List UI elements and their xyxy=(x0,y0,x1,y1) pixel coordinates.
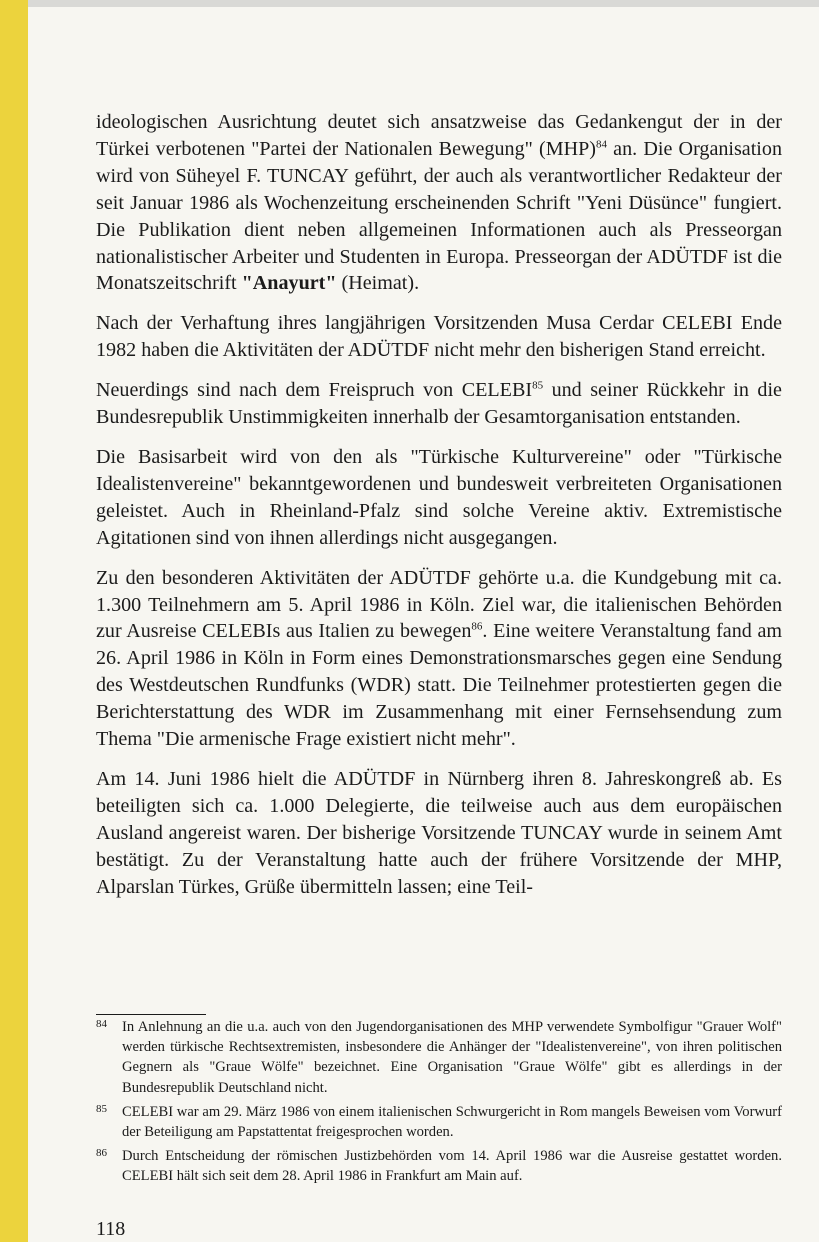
paragraph xyxy=(96,565,782,753)
paragraph xyxy=(96,109,782,297)
footnote-number: 86 xyxy=(96,1147,107,1160)
footnote-number: 84 xyxy=(96,1018,107,1030)
footnote-text: In Anlehnung an die u.a. auch von den Jugendorganisationen des MHP verwendete Symbolfigur "Grauer Wolf" werden türkische Rechtsextremisten, insbesondere die Anhänger der "Idealistenvereine", von ihren politischen Gegnern als "Graue Wölfe" bezeichnet. Eine Organisation "Graue Wölfe" gibt es allerdings in der Bundesrepublik Deutschland nicht. xyxy=(122,1019,782,1096)
paragraph xyxy=(96,766,782,901)
footnote xyxy=(96,1102,782,1142)
paragraph-text: an. Die Organisation wird von Süheyel F. TUNCAY geführt, der auch als verantwortlicher Redakteur der seit Januar 1986 als Wochenzeitung erscheinenden Schrift "Yeni Düsünce" fungiert. Die Publikation dient neben allgemeinen Informationen auch als Presseorgan nationalistischer Arbeiter und Studenten in Europa. Presseorgan der ADÜTDF ist die Monatszeitschrift xyxy=(96,137,782,295)
footnotes xyxy=(96,1017,782,1191)
footnote-separator xyxy=(96,1014,206,1015)
paragraph xyxy=(96,310,782,364)
paragraph-text: ideologischen Ausrichtung deutet sich ansatzweise das Gedankengut der in der Türkei verbotenen "Partei der Nationalen Bewegung" (MHP) xyxy=(96,111,782,160)
footnote-text: CELEBI war am 29. März 1986 von einem italienischen Schwurgericht in Rom mangels Beweisen vom Vorwurf der Beteiligung am Papstattentat freigesprochen worden. xyxy=(122,1103,782,1141)
paragraph-text: Am 14. Juni 1986 hielt die ADÜTDF in Nürnberg ihren 8. Jahreskongreß ab. Es beteiligten sich ca. 1.000 Delegierte, die teilweise auch aus dem europäischen Ausland angereist waren. Der bisherige Vorsitzende TUNCAY wurde in seinem Amt bestätigt. Zu der Veranstaltung hatte auch der frühere Vorsitzende der MHP, Alparslan Türkes, Grüße übermitteln lassen; eine Teil- xyxy=(96,767,782,898)
footnote-reference: 84 xyxy=(595,138,607,151)
paragraph-text: . Eine weitere Veranstaltung fand am 26. April 1986 in Köln in Form eines Demonstrationsmarsches gegen eine Sendung des Westdeutschen Rundfunks (WDR) statt. Die Teilnehmer protestierten gegen die Berichterstattung des WDR im Zusammenhang mit einer Fernsehsendung zum Thema "Die armenische Frage existiert nicht mehr". xyxy=(96,620,782,751)
body-text xyxy=(96,109,782,913)
yellow-margin-bar xyxy=(0,0,28,1242)
page-number: 118 xyxy=(96,1218,126,1240)
footnote-number: 85 xyxy=(96,1102,107,1115)
paragraph-text: (Heimat). xyxy=(336,272,420,295)
paragraph xyxy=(96,377,782,431)
paragraph-text: Zu den besonderen Aktivitäten der ADÜTDF gehörte u.a. die Kundgebung mit ca. 1.300 Teilnehmern am 5. April 1986 in Köln. Ziel war, die italienischen Behörden zur Ausreise CELEBIs aus Italien zu bewegen xyxy=(96,566,782,643)
paragraph-text: Nach der Verhaftung ihres langjährigen Vorsitzenden Musa Cerdar CELEBI Ende 1982 haben die Aktivitäten der ADÜTDF nicht mehr den bisherigen Stand erreicht. xyxy=(96,312,782,362)
footnote-reference: 85 xyxy=(532,379,544,392)
paragraph-text: Die Basisarbeit wird von den als "Türkische Kulturvereine" oder "Türkische Idealistenvereine" bekanntgewordenen und bundesweit verbreiteten Organisationen geleistet. Auch in Rheinland-Pfalz sind solche Vereine aktiv. Extremistische Agitationen sind von ihnen allerdings nicht ausgegangen. xyxy=(96,445,782,549)
paragraph xyxy=(96,444,782,552)
paragraph-text: Neuerdings sind nach dem Freispruch von CELEBI xyxy=(96,379,533,402)
page-top-edge xyxy=(0,0,819,7)
footnote xyxy=(96,1146,782,1186)
publication-title: "Anayurt" xyxy=(241,272,337,295)
footnote-reference: 86 xyxy=(471,620,483,633)
footnote-text: Durch Entscheidung der römischen Justizbehörden vom 14. April 1986 war die Ausreise gestattet worden. CELEBI hält sich seit dem 28. April 1986 in Frankfurt am Main auf. xyxy=(122,1148,782,1185)
paragraph-text: und seiner Rückkehr in die Bundesrepublik Unstimmigkeiten innerhalb der Gesamtorganisation entstanden. xyxy=(96,379,782,429)
footnote xyxy=(96,1017,782,1098)
